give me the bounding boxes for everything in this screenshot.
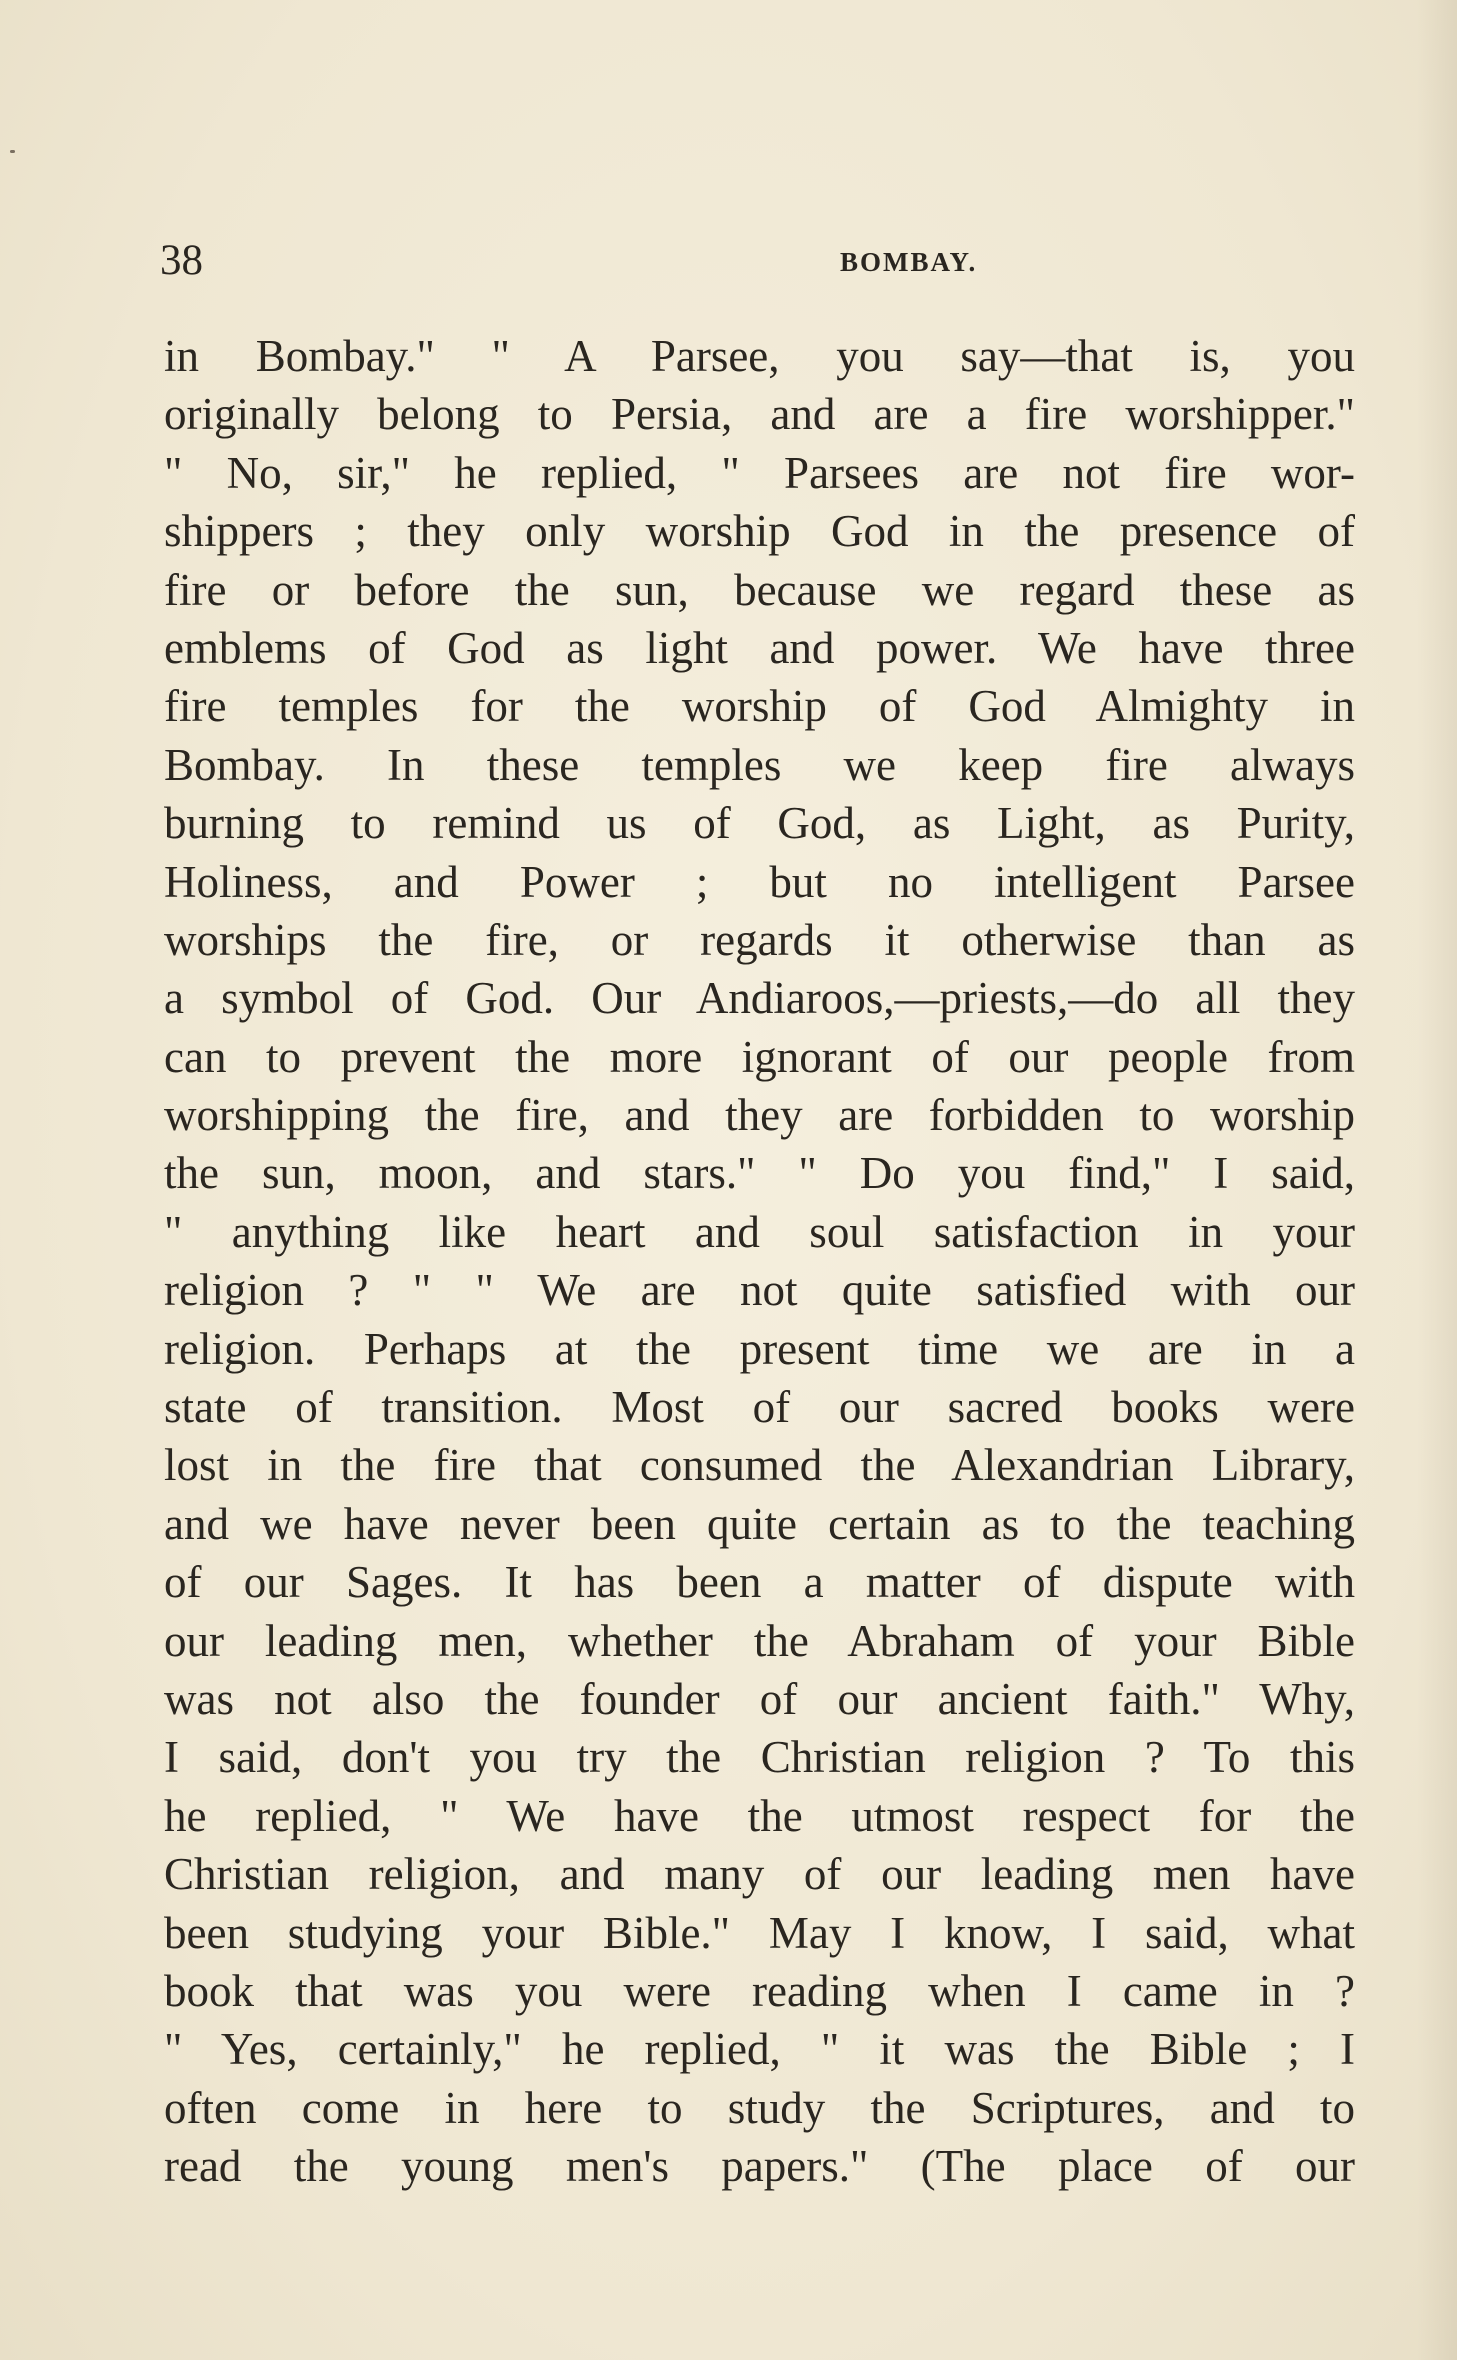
text-line: shippers ; they only worship God in the presence of — [164, 506, 1355, 557]
text-line: religion ? " " We are not quite satisfied with our — [164, 1265, 1355, 1316]
text-line: book that was you were reading when I came in ? — [164, 1965, 1355, 2016]
text-line: can to prevent the more ignorant of our people from — [164, 1031, 1355, 1082]
page-edge-shadow — [1417, 0, 1457, 2360]
text-line: of our Sages. It has been a matter of dispute with — [164, 1557, 1355, 1608]
text-line: " Yes, certainly," he replied, " it was the Bible ; I — [164, 2024, 1355, 2075]
text-line: Christian religion, and many of our leading men have — [164, 1849, 1355, 1900]
page-number: 38 — [160, 237, 203, 284]
page-header — [160, 236, 1360, 286]
text-line: in Bombay." " A Parsee, you say—that is, you — [164, 331, 1355, 381]
text-line: originally belong to Persia, and are a fire worshipper." — [164, 389, 1355, 440]
text-line: fire or before the sun, because we regard these as — [164, 564, 1355, 615]
text-line: read the young men's papers." (The place of our — [164, 2141, 1355, 2192]
text-line: worshipping the fire, and they are forbidden to worship — [164, 1090, 1355, 1141]
text-line: a symbol of God. Our Andiaroos,—priests,—do all they — [164, 973, 1355, 1024]
page-speck — [10, 150, 15, 153]
text-line: been studying your Bible." May I know, I said, what — [164, 1907, 1355, 1958]
text-line: our leading men, whether the Abraham of your Bible — [164, 1615, 1355, 1666]
text-line: Holiness, and Power ; but no intelligent Parsee — [164, 856, 1355, 907]
body-text — [164, 327, 1355, 2196]
text-line: worships the fire, or regards it otherwise than as — [164, 914, 1355, 965]
running-head: BOMBAY. — [840, 247, 978, 277]
text-line: lost in the fire that consumed the Alexandrian Library, — [164, 1440, 1355, 1491]
text-line: often come in here to study the Scriptures, and to — [164, 2082, 1355, 2133]
text-line: the sun, moon, and stars." " Do you find," I said, — [164, 1148, 1355, 1199]
text-line: and we have never been quite certain as to the teaching — [164, 1498, 1355, 1549]
text-line: " anything like heart and soul satisfaction in your — [164, 1206, 1355, 1257]
text-line: emblems of God as light and power. We have three — [164, 622, 1355, 673]
text-line: " No, sir," he replied, " Parsees are not fire wor- — [164, 447, 1355, 498]
text-line: state of transition. Most of our sacred books were — [164, 1382, 1355, 1433]
text-line: I said, don't you try the Christian religion ? To this — [164, 1732, 1355, 1783]
text-line: burning to remind us of God, as Light, as Purity, — [164, 798, 1355, 849]
text-line: was not also the founder of our ancient faith." Why, — [164, 1673, 1355, 1724]
text-line: religion. Perhaps at the present time we are in a — [164, 1323, 1355, 1374]
text-line: Bombay. In these temples we keep fire always — [164, 739, 1355, 790]
text-line: fire temples for the worship of God Almighty in — [164, 681, 1355, 732]
text-line: he replied, " We have the utmost respect for the — [164, 1790, 1355, 1841]
